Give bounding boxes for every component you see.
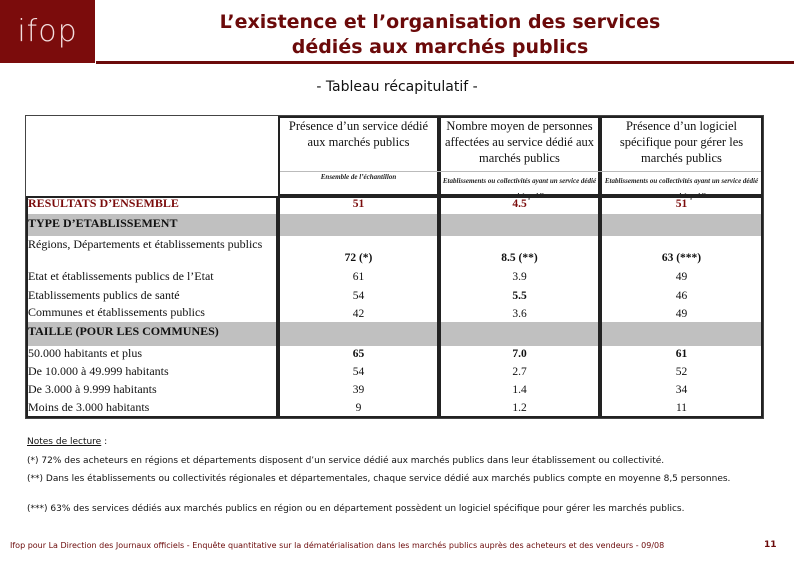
notes-heading-text: Notes de lecture — [27, 437, 102, 447]
cell: 5.5 — [512, 290, 527, 302]
row-label: Etablissements publics de santé — [28, 288, 180, 302]
cell: 49 — [675, 271, 688, 283]
cell: 34 — [675, 384, 688, 396]
row-label: Régions, Départements et établissements publics — [28, 237, 263, 251]
cell: 54 — [352, 290, 365, 302]
cell: 2.7 — [512, 366, 527, 378]
col1-base: Ensemble de l’échantillon — [320, 173, 397, 181]
footer-text: Ifop pour La Direction des Journaux officiels - Enquête quantitative sur la dématérialisation dans les marchés publics auprès des acheteurs et des vendeurs - 09/08 — [10, 541, 665, 550]
overall-label: RESULTATS D’ENSEMBLE — [28, 196, 179, 210]
subtitle: - Tableau récapitulatif - — [316, 79, 478, 95]
cell: 1.2 — [512, 402, 527, 414]
col1-title: Présence d’un service dédié aux marchés publics — [288, 119, 429, 149]
cell: 42 — [352, 308, 365, 320]
col3-base: Etablissements ou collectivités ayant un service dédié aux marchés publics — [604, 177, 759, 200]
cell: 61 — [675, 348, 688, 360]
page-number: 11 — [764, 540, 777, 550]
row-label: 50.000 habitants et plus — [28, 346, 142, 360]
cell: 49 — [675, 308, 688, 320]
notes-colon: : — [101, 437, 108, 447]
section-size-label: TAILLE (POUR LES COMMUNES) — [28, 324, 219, 338]
cell: 9 — [355, 402, 362, 414]
overall-value-1: 51 — [352, 198, 365, 210]
note-1: (*) 72% des acheteurs en régions et départements disposent d’un service dédié aux marchés publics dans leur établissement ou collectivité. — [27, 456, 665, 466]
overall-value-2: 4.5 — [512, 198, 527, 210]
cell: 46 — [675, 290, 688, 302]
cell: 11 — [675, 402, 688, 414]
title-rule — [96, 61, 794, 64]
row-label: Etat et établissements publics de l’Etat — [28, 269, 214, 283]
summary-table — [25, 115, 764, 419]
row-label: De 3.000 à 9.999 habitants — [28, 382, 157, 396]
cell: 39 — [352, 384, 365, 396]
section-type-label: TYPE D’ETABLISSEMENT — [28, 216, 178, 230]
cell: 52 — [675, 366, 688, 378]
page-title — [150, 10, 730, 60]
cell: 63 (***) — [661, 252, 702, 264]
cell: 61 — [352, 271, 365, 283]
cell: 3.9 — [512, 271, 527, 283]
col2-base: Etablissements ou collectivités ayant un service dédié aux marchés publics — [442, 177, 597, 200]
note-2: (**) Dans les établissements ou collectivités régionales et départementales, chaque service dédié aux marchés publics compte en moyenne 8,5 personnes. — [27, 474, 731, 484]
title-line-1: L’existence et l’organisation des services — [219, 11, 661, 33]
cell: 65 — [352, 348, 365, 360]
cell: 7.0 — [512, 348, 527, 360]
cell: 3.6 — [512, 308, 527, 320]
notes-heading — [27, 436, 742, 448]
row-label: De 10.000 à 49.999 habitants — [28, 364, 169, 378]
cell: 8.5 (**) — [501, 252, 538, 264]
title-line-2: dédiés aux marchés publics — [291, 36, 589, 58]
col3-title: Présence d’un logiciel spécifique pour gérer les marchés publics — [619, 119, 744, 165]
cell: 1.4 — [512, 384, 527, 396]
note-3: (***) 63% des services dédiés aux marchés publics en région ou en département possèdent un logiciel spécifique pour gérer les marchés publics. — [27, 504, 685, 514]
row-label: Communes et établissements publics — [28, 305, 205, 319]
ifop-logo: ifop — [0, 0, 95, 63]
row-label: Moins de 3.000 habitants — [28, 400, 150, 414]
cell: 72 (*) — [344, 252, 373, 264]
cell: 54 — [352, 366, 365, 378]
col2-title: Nombre moyen de personnes affectées au service dédié aux marchés publics — [445, 119, 594, 165]
overall-value-3: 51 — [675, 198, 688, 210]
